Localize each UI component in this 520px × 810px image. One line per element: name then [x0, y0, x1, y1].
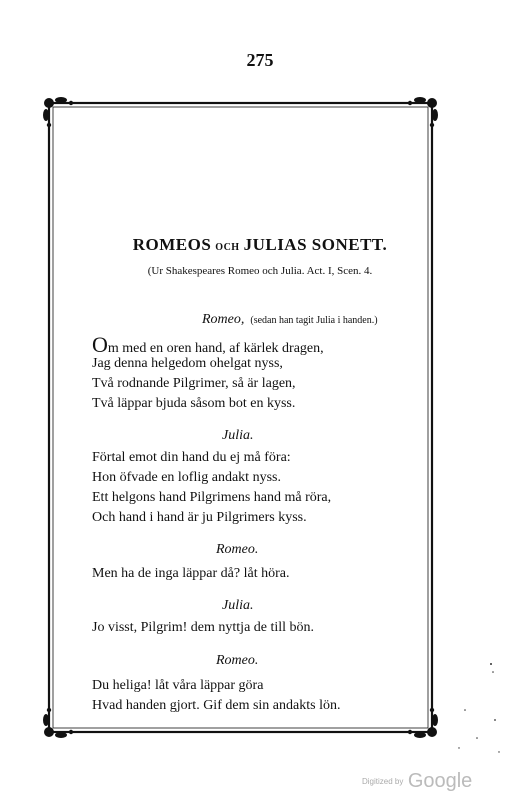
verse-line: Ett helgons hand Pilgrimens hand må röra, [92, 490, 332, 505]
verse-line: Två rodnande Pilgrimer, så är lagen, [92, 376, 296, 391]
title-part2: JULIAS SONETT. [243, 235, 388, 254]
ornamental-border [43, 97, 438, 738]
stage-direction: (sedan han tagit Julia i handen.) [250, 315, 378, 326]
speaker-name: Romeo, [202, 312, 245, 327]
speaker-julia-heading: Julia. [222, 598, 254, 613]
poem-title [0, 235, 520, 255]
speaker-romeo-heading [202, 312, 378, 328]
verse-line: Förtal emot din hand du ej må föra: [92, 450, 291, 465]
border-frame-icon [43, 97, 438, 738]
watermark-prefix: Digitized by [362, 777, 404, 786]
title-part1: ROMEOS [132, 235, 212, 254]
verse-line: Du heliga! låt våra läppar göra [92, 678, 264, 693]
ink-specks-icon [455, 660, 505, 760]
google-logo: Google [407, 770, 473, 792]
verse-line [92, 332, 324, 358]
drop-cap: O [92, 332, 108, 357]
verse-line: Jo visst, Pilgrim! dem nyttja de till bön. [92, 620, 315, 635]
digitized-watermark [362, 770, 472, 793]
verse-line: Hon öfvade en loflig andakt nyss. [92, 470, 281, 485]
speaker-romeo-heading: Romeo. [216, 542, 259, 557]
verse-line: Hvad handen gjort. Gif dem sin andakts lön. [92, 698, 341, 713]
speaker-julia-heading: Julia. [222, 428, 254, 443]
corner-ornament-icon [43, 97, 73, 127]
verse-line: Två läppar bjuda såsom bot en kyss. [92, 396, 296, 411]
source-subtitle: (Ur Shakespeares Romeo och Julia. Act. I, Scen. 4. [147, 265, 373, 277]
page-number: 275 [246, 50, 274, 70]
verse-line: Och hand i hand är ju Pilgrimers kyss. [92, 510, 307, 525]
verse-line: Men ha de inga läppar då? låt höra. [92, 566, 290, 581]
verse-line-text: m med en oren hand, af kärlek dragen, [107, 341, 324, 356]
title-och: OCH [215, 242, 240, 253]
speaker-romeo-heading: Romeo. [216, 653, 259, 668]
verse-line: Jag denna helgedom ohelgat nyss, [92, 356, 283, 371]
